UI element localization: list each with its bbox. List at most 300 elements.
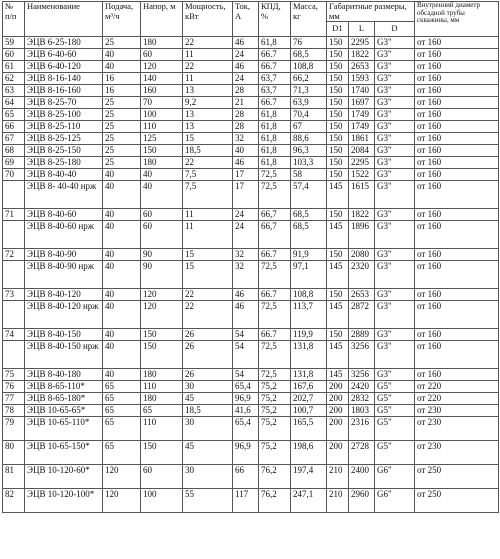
row-num: 69 xyxy=(3,157,25,169)
row-d1: 150 xyxy=(327,85,349,97)
row-mass: 131,8 xyxy=(291,341,327,369)
row-head: 180 xyxy=(141,157,183,169)
row-name: ЭЦВ 10-65-110* xyxy=(25,417,103,441)
header-d1: D1 xyxy=(327,22,349,37)
row-power: 22 xyxy=(183,289,233,301)
row-mass: 197,4 xyxy=(291,465,327,489)
row-mass: 68,5 xyxy=(291,209,327,221)
table-row xyxy=(3,145,499,157)
table-row xyxy=(3,61,499,73)
row-efficiency: 66.7 xyxy=(259,329,291,341)
row-current: 32 xyxy=(233,133,259,145)
header-flow: Подача, м³/ч xyxy=(103,2,141,37)
row-mass: 66,2 xyxy=(291,73,327,85)
row-power: 55 xyxy=(183,489,233,513)
row-d1: 145 xyxy=(327,369,349,381)
row-current: 40 xyxy=(233,145,259,157)
table-row xyxy=(3,341,499,369)
row-head: 180 xyxy=(141,37,183,49)
row-power: 26 xyxy=(183,329,233,341)
row-head: 90 xyxy=(141,249,183,261)
row-num: 61 xyxy=(3,61,25,73)
row-current: 54 xyxy=(233,329,259,341)
row-head: 140 xyxy=(141,73,183,85)
table-body xyxy=(3,37,499,513)
header-d: D xyxy=(375,22,415,37)
row-flow: 25 xyxy=(103,133,141,145)
row-d: G3" xyxy=(375,145,415,157)
row-d1: 150 xyxy=(327,49,349,61)
row-head: 180 xyxy=(141,393,183,405)
row-d1: 150 xyxy=(327,37,349,49)
row-power: 15 xyxy=(183,249,233,261)
row-head: 110 xyxy=(141,121,183,133)
row-efficiency: 61,8 xyxy=(259,133,291,145)
row-current: 17 xyxy=(233,169,259,181)
header-head: Напор, м xyxy=(141,2,183,37)
row-d: G3" xyxy=(375,261,415,289)
row-flow: 65 xyxy=(103,441,141,465)
row-power: 11 xyxy=(183,49,233,61)
row-power: 30 xyxy=(183,381,233,393)
row-mass: 67 xyxy=(291,121,327,133)
row-current: 46 xyxy=(233,301,259,329)
row-efficiency: 61,8 xyxy=(259,157,291,169)
row-num: 64 xyxy=(3,97,25,109)
row-l: 1896 xyxy=(349,221,375,249)
row-inner-diameter: от 160 xyxy=(415,249,499,261)
row-name: ЭЦВ 8-40-150 xyxy=(25,329,103,341)
row-current: 65,4 xyxy=(233,417,259,441)
row-num: 73 xyxy=(3,289,25,301)
row-current: 32 xyxy=(233,261,259,289)
row-efficiency: 66.7 xyxy=(259,289,291,301)
row-mass: 167,6 xyxy=(291,381,327,393)
row-name: ЭЦВ 8-40-180 xyxy=(25,369,103,381)
table-header-row xyxy=(3,2,499,22)
row-d1: 150 xyxy=(327,249,349,261)
row-head: 180 xyxy=(141,369,183,381)
row-inner-diameter: от 160 xyxy=(415,61,499,73)
row-head: 120 xyxy=(141,301,183,329)
header-mass: Масса, кг xyxy=(291,2,327,37)
row-d1: 150 xyxy=(327,157,349,169)
row-name: ЭЦВ 6-40-120 xyxy=(25,61,103,73)
row-current: 41,6 xyxy=(233,405,259,417)
row-efficiency: 63,7 xyxy=(259,85,291,97)
row-inner-diameter: от 160 xyxy=(415,121,499,133)
row-l: 2889 xyxy=(349,329,375,341)
row-power: 26 xyxy=(183,369,233,381)
row-efficiency: 63,7 xyxy=(259,73,291,85)
table-row xyxy=(3,209,499,221)
row-power: 22 xyxy=(183,157,233,169)
row-head: 120 xyxy=(141,289,183,301)
row-l: 2295 xyxy=(349,37,375,49)
row-current: 46 xyxy=(233,289,259,301)
row-mass: 247,1 xyxy=(291,489,327,513)
row-head: 60 xyxy=(141,49,183,61)
row-num: 60 xyxy=(3,49,25,61)
table-row xyxy=(3,441,499,465)
row-d: G3" xyxy=(375,249,415,261)
row-d: G3" xyxy=(375,49,415,61)
table-row xyxy=(3,249,499,261)
row-head: 125 xyxy=(141,133,183,145)
row-flow: 40 xyxy=(103,61,141,73)
row-mass: 100,7 xyxy=(291,405,327,417)
table-row xyxy=(3,417,499,441)
row-d: G3" xyxy=(375,157,415,169)
row-name: ЭЦВ 8-16-140 xyxy=(25,73,103,85)
row-inner-diameter: от 220 xyxy=(415,393,499,405)
header-current: Ток, А xyxy=(233,2,259,37)
table-row xyxy=(3,121,499,133)
row-l: 2084 xyxy=(349,145,375,157)
row-head: 150 xyxy=(141,145,183,157)
row-head: 150 xyxy=(141,441,183,465)
row-num: 79 xyxy=(3,417,25,441)
row-flow: 65 xyxy=(103,381,141,393)
row-flow: 25 xyxy=(103,109,141,121)
header-efficiency: КПД, % xyxy=(259,2,291,37)
row-l: 1822 xyxy=(349,209,375,221)
table-row xyxy=(3,261,499,289)
row-d: G3" xyxy=(375,221,415,249)
row-name: ЭЦВ 8-40-90 xyxy=(25,249,103,261)
row-inner-diameter: от 160 xyxy=(415,85,499,97)
row-l: 2872 xyxy=(349,301,375,329)
row-d: G6" xyxy=(375,465,415,489)
row-name: ЭЦВ 6-40-60 xyxy=(25,49,103,61)
row-flow: 40 xyxy=(103,49,141,61)
row-mass: 76 xyxy=(291,37,327,49)
row-flow: 40 xyxy=(103,341,141,369)
header-power: Мощность, кВт xyxy=(183,2,233,37)
row-current: 24 xyxy=(233,209,259,221)
row-head: 70 xyxy=(141,97,183,109)
row-current: 17 xyxy=(233,181,259,209)
row-head: 110 xyxy=(141,381,183,393)
row-d: G3" xyxy=(375,133,415,145)
row-flow: 16 xyxy=(103,85,141,97)
row-d1: 150 xyxy=(327,209,349,221)
row-flow: 40 xyxy=(103,169,141,181)
row-d1: 200 xyxy=(327,393,349,405)
row-inner-diameter: от 160 xyxy=(415,145,499,157)
row-mass: 63,9 xyxy=(291,97,327,109)
table-row xyxy=(3,329,499,341)
row-num: 76 xyxy=(3,381,25,393)
row-inner-diameter: от 160 xyxy=(415,369,499,381)
row-d1: 150 xyxy=(327,289,349,301)
row-flow: 40 xyxy=(103,329,141,341)
row-inner-diameter: от 160 xyxy=(415,97,499,109)
table-row xyxy=(3,221,499,249)
row-l: 3256 xyxy=(349,341,375,369)
table-row xyxy=(3,37,499,49)
row-power: 13 xyxy=(183,109,233,121)
row-inner-diameter: от 160 xyxy=(415,261,499,289)
row-flow: 40 xyxy=(103,301,141,329)
row-d: G5" xyxy=(375,381,415,393)
row-mass: 91,9 xyxy=(291,249,327,261)
row-power: 45 xyxy=(183,441,233,465)
row-name: ЭЦВ 8-25-180 xyxy=(25,157,103,169)
row-num xyxy=(3,341,25,369)
row-head: 40 xyxy=(141,169,183,181)
row-name: ЭЦВ 8-40-120 нрж xyxy=(25,301,103,329)
row-flow: 40 xyxy=(103,221,141,249)
row-l: 2728 xyxy=(349,441,375,465)
row-mass: 68,5 xyxy=(291,49,327,61)
row-mass: 113,7 xyxy=(291,301,327,329)
row-current: 66 xyxy=(233,465,259,489)
row-num: 72 xyxy=(3,249,25,261)
row-d1: 150 xyxy=(327,109,349,121)
row-l: 3256 xyxy=(349,369,375,381)
row-num: 59 xyxy=(3,37,25,49)
row-efficiency: 72,5 xyxy=(259,181,291,209)
row-mass: 198,6 xyxy=(291,441,327,465)
row-d1: 200 xyxy=(327,381,349,393)
row-name: ЭЦВ 6-25-180 xyxy=(25,37,103,49)
row-power: 30 xyxy=(183,465,233,489)
pump-spec-table xyxy=(2,1,499,513)
row-flow: 120 xyxy=(103,465,141,489)
row-l: 1749 xyxy=(349,109,375,121)
row-flow: 65 xyxy=(103,405,141,417)
row-current: 24 xyxy=(233,73,259,85)
row-inner-diameter: от 230 xyxy=(415,441,499,465)
row-efficiency: 66,7 xyxy=(259,221,291,249)
row-inner-diameter: от 160 xyxy=(415,301,499,329)
header-name: Наименование xyxy=(25,2,103,37)
row-d: G3" xyxy=(375,85,415,97)
row-num: 77 xyxy=(3,393,25,405)
table-row xyxy=(3,97,499,109)
row-d1: 145 xyxy=(327,301,349,329)
row-inner-diameter: от 160 xyxy=(415,37,499,49)
row-mass: 202,7 xyxy=(291,393,327,405)
row-power: 18,5 xyxy=(183,145,233,157)
row-inner-diameter: от 160 xyxy=(415,181,499,209)
row-name: ЭЦВ 10-65-150* xyxy=(25,441,103,465)
row-name: ЭЦВ 8-25-110 xyxy=(25,121,103,133)
row-flow: 25 xyxy=(103,97,141,109)
table-row xyxy=(3,169,499,181)
row-d1: 150 xyxy=(327,145,349,157)
row-l: 2420 xyxy=(349,381,375,393)
row-head: 100 xyxy=(141,109,183,121)
row-d: G3" xyxy=(375,209,415,221)
row-d1: 150 xyxy=(327,169,349,181)
row-d1: 145 xyxy=(327,261,349,289)
row-mass: 68,5 xyxy=(291,221,327,249)
row-d1: 145 xyxy=(327,221,349,249)
row-name: ЭЦВ 8- 40-40 нрж xyxy=(25,181,103,209)
header-inner-diameter: Внутренний диаметр обсадной трубы скважины, мм xyxy=(415,2,499,37)
table-row xyxy=(3,181,499,209)
row-d1: 200 xyxy=(327,441,349,465)
row-inner-diameter: от 160 xyxy=(415,49,499,61)
table-row xyxy=(3,405,499,417)
row-d: G6" xyxy=(375,489,415,513)
row-d1: 150 xyxy=(327,73,349,85)
table-row xyxy=(3,85,499,97)
table-row xyxy=(3,301,499,329)
table-row xyxy=(3,465,499,489)
row-power: 7,5 xyxy=(183,169,233,181)
header-l: L xyxy=(349,22,375,37)
row-mass: 88,6 xyxy=(291,133,327,145)
row-d: G5" xyxy=(375,393,415,405)
row-mass: 108,8 xyxy=(291,61,327,73)
row-power: 26 xyxy=(183,341,233,369)
row-num: 63 xyxy=(3,85,25,97)
row-mass: 96,3 xyxy=(291,145,327,157)
row-name: ЭЦВ 8-40-60 нрж xyxy=(25,221,103,249)
row-inner-diameter: от 160 xyxy=(415,73,499,85)
row-l: 2653 xyxy=(349,61,375,73)
row-efficiency: 72,5 xyxy=(259,301,291,329)
row-inner-diameter: от 230 xyxy=(415,417,499,441)
row-efficiency: 75,2 xyxy=(259,393,291,405)
row-efficiency: 76,2 xyxy=(259,465,291,489)
row-power: 22 xyxy=(183,37,233,49)
row-num: 65 xyxy=(3,109,25,121)
row-power: 22 xyxy=(183,301,233,329)
row-flow: 120 xyxy=(103,489,141,513)
row-mass: 71,3 xyxy=(291,85,327,97)
row-power: 13 xyxy=(183,121,233,133)
row-head: 65 xyxy=(141,405,183,417)
row-flow: 40 xyxy=(103,289,141,301)
row-current: 28 xyxy=(233,121,259,133)
row-l: 1615 xyxy=(349,181,375,209)
row-d: G5" xyxy=(375,417,415,441)
row-d1: 150 xyxy=(327,329,349,341)
row-flow: 25 xyxy=(103,121,141,133)
row-d: G3" xyxy=(375,341,415,369)
row-flow: 65 xyxy=(103,393,141,405)
row-l: 2960 xyxy=(349,489,375,513)
row-num xyxy=(3,221,25,249)
row-num: 81 xyxy=(3,465,25,489)
row-num: 82 xyxy=(3,489,25,513)
row-mass: 131,8 xyxy=(291,369,327,381)
row-flow: 25 xyxy=(103,37,141,49)
table-row xyxy=(3,49,499,61)
row-d1: 200 xyxy=(327,405,349,417)
row-inner-diameter: от 160 xyxy=(415,169,499,181)
row-d: G3" xyxy=(375,181,415,209)
row-l: 1697 xyxy=(349,97,375,109)
row-inner-diameter: от 160 xyxy=(415,329,499,341)
row-current: 96,9 xyxy=(233,393,259,405)
row-head: 60 xyxy=(141,209,183,221)
row-current: 28 xyxy=(233,109,259,121)
row-power: 9,2 xyxy=(183,97,233,109)
row-flow: 25 xyxy=(103,145,141,157)
row-power: 11 xyxy=(183,73,233,85)
header-dims: Габаритные размеры, мм xyxy=(327,2,415,22)
row-l: 1522 xyxy=(349,169,375,181)
row-l: 2080 xyxy=(349,249,375,261)
row-efficiency: 61,8 xyxy=(259,109,291,121)
row-inner-diameter: от 160 xyxy=(415,109,499,121)
row-l: 1803 xyxy=(349,405,375,417)
row-mass: 119,9 xyxy=(291,329,327,341)
row-name: ЭЦВ 8-40-150 нрж xyxy=(25,341,103,369)
row-efficiency: 61,8 xyxy=(259,145,291,157)
row-name: ЭЦВ 8-16-160 xyxy=(25,85,103,97)
row-head: 110 xyxy=(141,417,183,441)
row-head: 60 xyxy=(141,221,183,249)
row-current: 54 xyxy=(233,369,259,381)
row-d: G3" xyxy=(375,289,415,301)
row-current: 32 xyxy=(233,249,259,261)
table-row xyxy=(3,393,499,405)
row-efficiency: 75,2 xyxy=(259,417,291,441)
row-efficiency: 66.7 xyxy=(259,61,291,73)
row-name: ЭЦВ 8-25-100 xyxy=(25,109,103,121)
row-num: 71 xyxy=(3,209,25,221)
row-d1: 150 xyxy=(327,97,349,109)
row-power: 45 xyxy=(183,393,233,405)
row-power: 13 xyxy=(183,85,233,97)
row-current: 28 xyxy=(233,85,259,97)
row-d: G3" xyxy=(375,329,415,341)
row-name: ЭЦВ 10-65-65* xyxy=(25,405,103,417)
row-efficiency: 72,5 xyxy=(259,169,291,181)
row-head: 90 xyxy=(141,261,183,289)
row-num xyxy=(3,261,25,289)
row-name: ЭЦВ 8-40-120 xyxy=(25,289,103,301)
row-mass: 70,4 xyxy=(291,109,327,121)
row-d1: 210 xyxy=(327,489,349,513)
row-flow: 40 xyxy=(103,261,141,289)
row-current: 46 xyxy=(233,61,259,73)
row-d: G3" xyxy=(375,73,415,85)
row-num xyxy=(3,301,25,329)
row-l: 2653 xyxy=(349,289,375,301)
row-inner-diameter: от 160 xyxy=(415,289,499,301)
row-current: 46 xyxy=(233,37,259,49)
row-power: 11 xyxy=(183,221,233,249)
row-flow: 40 xyxy=(103,209,141,221)
row-num: 67 xyxy=(3,133,25,145)
row-flow: 16 xyxy=(103,73,141,85)
row-inner-diameter: от 160 xyxy=(415,221,499,249)
row-power: 15 xyxy=(183,261,233,289)
row-efficiency: 66.7 xyxy=(259,49,291,61)
table-row xyxy=(3,289,499,301)
row-efficiency: 75,2 xyxy=(259,441,291,465)
row-num: 80 xyxy=(3,441,25,465)
row-l: 2400 xyxy=(349,465,375,489)
row-power: 11 xyxy=(183,209,233,221)
row-current: 46 xyxy=(233,157,259,169)
row-power: 30 xyxy=(183,417,233,441)
row-d: G3" xyxy=(375,121,415,133)
row-num xyxy=(3,181,25,209)
row-num: 70 xyxy=(3,169,25,181)
row-name: ЭЦВ 8-65-110* xyxy=(25,381,103,393)
row-head: 100 xyxy=(141,489,183,513)
row-head: 160 xyxy=(141,85,183,97)
row-d1: 150 xyxy=(327,61,349,73)
